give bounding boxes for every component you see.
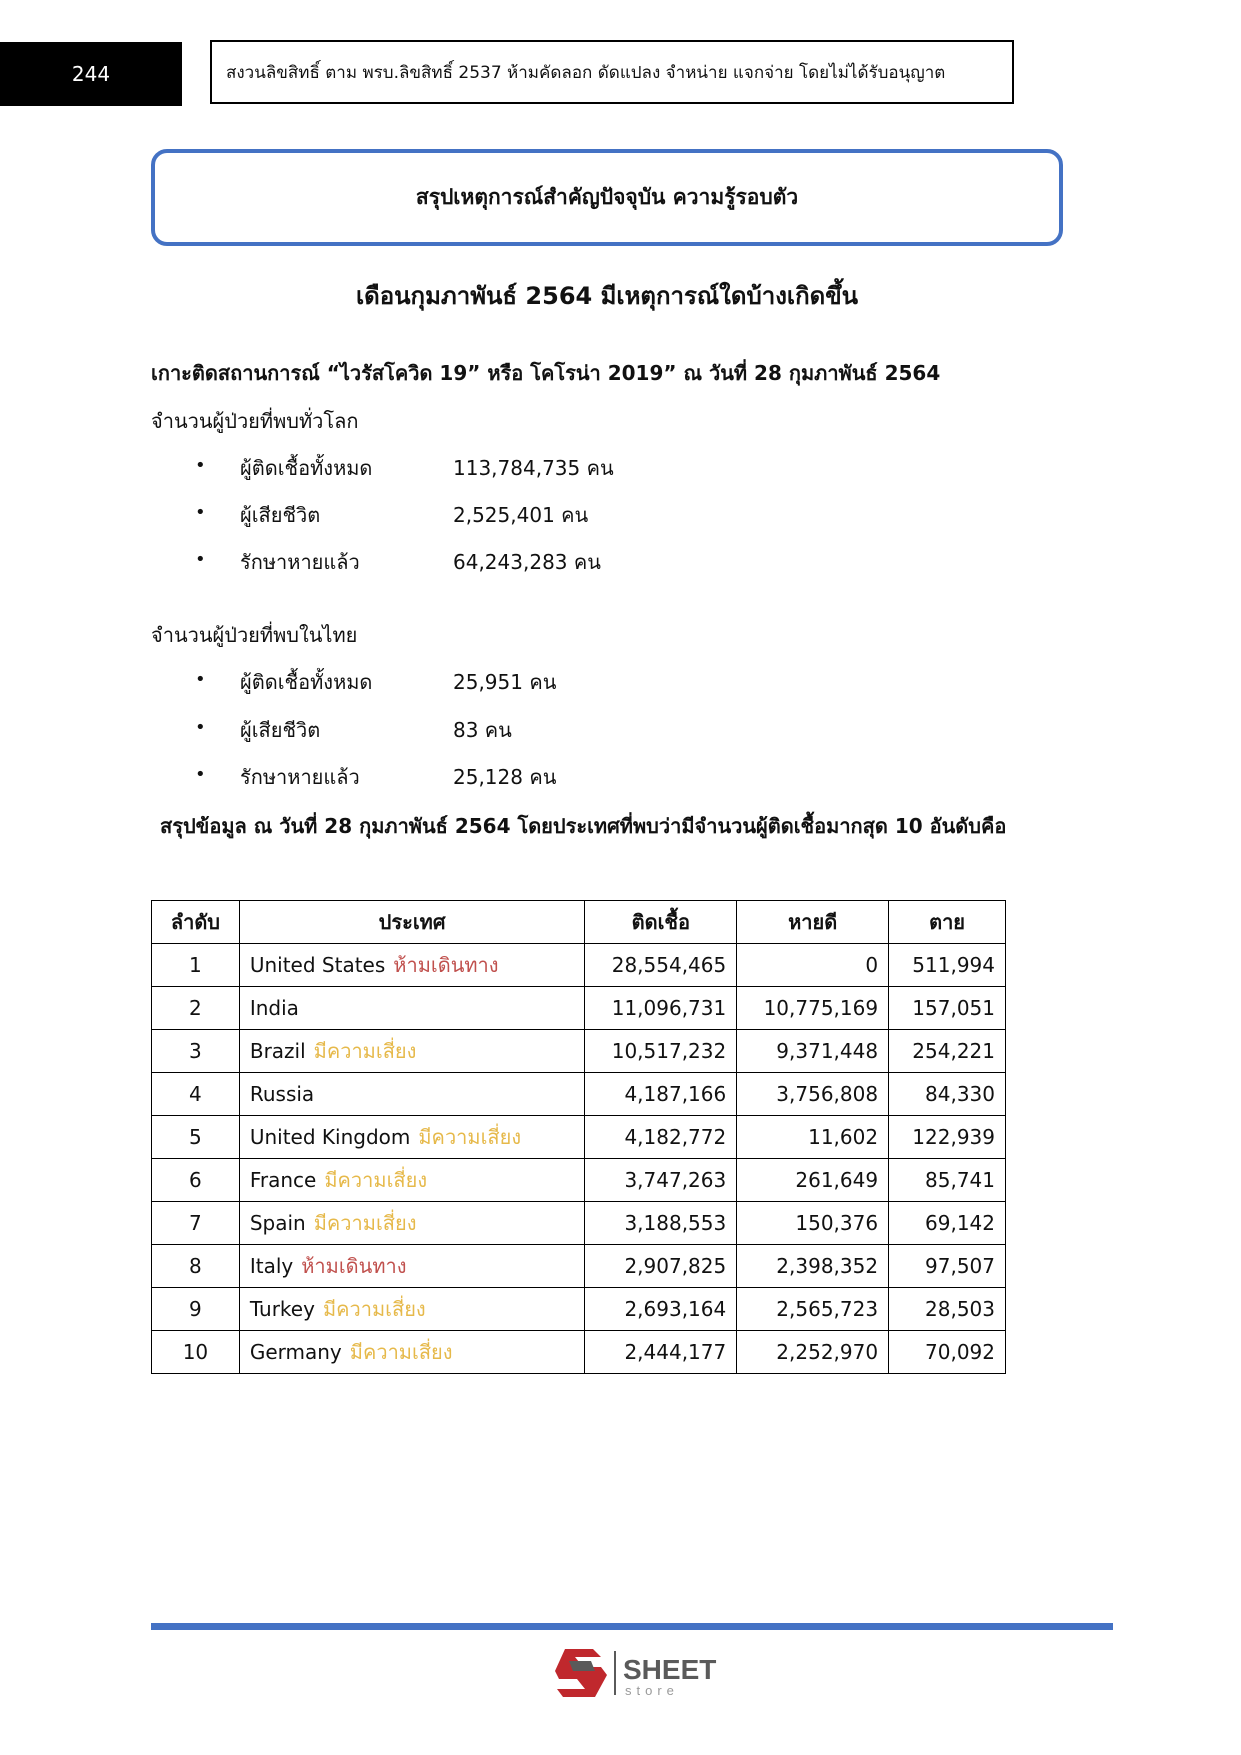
header-recovered: หายดี [737, 901, 889, 944]
country-cell [239, 1331, 585, 1374]
deaths-cell: 254,221 [889, 1030, 1006, 1073]
copyright-text: สงวนลิขสิทธิ์ ตาม พรบ.ลิขสิทธิ์ 2537 ห้ามคัดลอก ดัดแปลง จำหน่าย แจกจ่าย โดยไม่ได้รับอนุญาต [226, 62, 946, 83]
deaths-cell: 69,142 [889, 1202, 1006, 1245]
deaths-cell: 28,503 [889, 1288, 1006, 1331]
sheet-store-logo [555, 1645, 735, 1701]
country-name: Germany [249, 1340, 342, 1364]
stat-value: 25,951 คน [453, 670, 557, 694]
deaths-cell: 85,741 [889, 1159, 1006, 1202]
section-heading: เกาะติดสถานการณ์ “ไวรัสโควิด 19” หรือ โคโรน่า 2019” ณ วันที่ 28 กุมภาพันธ์ 2564 [151, 361, 941, 385]
table-row [152, 1331, 1006, 1374]
travel-ban-tag: ห้ามเดินทาง [301, 1254, 407, 1278]
country-name: Spain [249, 1211, 306, 1235]
header-infected: ติดเชื้อ [585, 901, 737, 944]
risk-tag: มีความเสี่ยง [324, 1168, 428, 1192]
deaths-cell: 84,330 [889, 1073, 1006, 1116]
logo-brand-text: SHEET [623, 1654, 717, 1685]
infected-cell: 2,907,825 [585, 1245, 737, 1288]
bullet-icon: • [195, 717, 206, 738]
country-name: India [249, 996, 299, 1020]
stat-value: 83 คน [453, 718, 512, 742]
table-row [152, 944, 1006, 987]
rank-cell: 1 [152, 944, 240, 987]
recovered-cell: 2,398,352 [737, 1245, 889, 1288]
recovered-cell: 2,565,723 [737, 1288, 889, 1331]
table-row [152, 987, 1006, 1030]
risk-tag: มีความเสี่ยง [313, 1211, 417, 1235]
recovered-cell: 10,775,169 [737, 987, 889, 1030]
table-row [152, 1245, 1006, 1288]
country-name: United Kingdom [249, 1125, 411, 1149]
table-row [152, 1202, 1006, 1245]
stat-value: 113,784,735 คน [453, 456, 614, 480]
infected-cell: 4,182,772 [585, 1116, 737, 1159]
title-text: สรุปเหตุการณ์สำคัญปัจจุบัน ความรู้รอบตัว [415, 185, 799, 209]
country-name: Brazil [249, 1039, 306, 1063]
rank-cell: 9 [152, 1288, 240, 1331]
table-row [152, 1116, 1006, 1159]
rank-cell: 7 [152, 1202, 240, 1245]
recovered-cell: 9,371,448 [737, 1030, 889, 1073]
infected-cell: 2,444,177 [585, 1331, 737, 1374]
world-label: จำนวนผู้ป่วยที่พบทั่วโลก [151, 409, 359, 433]
copyright-header [210, 40, 1014, 104]
infected-cell: 4,187,166 [585, 1073, 737, 1116]
recovered-cell: 261,649 [737, 1159, 889, 1202]
rank-cell: 2 [152, 987, 240, 1030]
infected-cell: 3,747,263 [585, 1159, 737, 1202]
rank-cell: 4 [152, 1073, 240, 1116]
stat-value: 25,128 คน [453, 765, 557, 789]
country-cell [239, 944, 585, 987]
header-deaths: ตาย [889, 901, 1006, 944]
infected-cell: 28,554,465 [585, 944, 737, 987]
country-cell [239, 1030, 585, 1073]
deaths-cell: 157,051 [889, 987, 1006, 1030]
infected-cell: 3,188,553 [585, 1202, 737, 1245]
rank-cell: 5 [152, 1116, 240, 1159]
logo-sub-text: store [625, 1683, 679, 1698]
country-name: France [249, 1168, 317, 1192]
recovered-cell: 3,756,808 [737, 1073, 889, 1116]
country-name: Italy [249, 1254, 294, 1278]
month-heading: เดือนกุมภาพันธ์ 2564 มีเหตุการณ์ใดบ้างเกิดขึ้น [355, 282, 859, 310]
stat-label: รักษาหายแล้ว [240, 765, 360, 789]
country-cell [239, 1116, 585, 1159]
country-cell [239, 1288, 585, 1331]
recovered-cell: 11,602 [737, 1116, 889, 1159]
deaths-cell: 97,507 [889, 1245, 1006, 1288]
recovered-cell: 2,252,970 [737, 1331, 889, 1374]
top10-table [151, 900, 1006, 1374]
stat-label: ผู้ติดเชื้อทั้งหมด [240, 670, 373, 694]
stat-value: 2,525,401 คน [453, 503, 589, 527]
country-name: Russia [249, 1082, 315, 1106]
risk-tag: มีความเสี่ยง [322, 1297, 426, 1321]
stat-value: 64,243,283 คน [453, 550, 601, 574]
country-cell [239, 987, 585, 1030]
country-cell [239, 1245, 585, 1288]
bullet-icon: • [195, 455, 206, 476]
deaths-cell: 122,939 [889, 1116, 1006, 1159]
header-rank: ลำดับ [152, 901, 240, 944]
stat-label: ผู้เสียชีวิต [240, 718, 321, 742]
summary-line: สรุปข้อมูล ณ วันที่ 28 กุมภาพันธ์ 2564 โดยประเทศที่พบว่ามีจำนวนผู้ติดเชื้อมากสุด 10 อันดับคือ [160, 814, 1007, 838]
bullet-icon: • [195, 764, 206, 785]
bullet-icon: • [195, 502, 206, 523]
table-row [152, 1159, 1006, 1202]
country-cell [239, 1073, 585, 1116]
deaths-cell: 70,092 [889, 1331, 1006, 1374]
rank-cell: 6 [152, 1159, 240, 1202]
stat-label: ผู้เสียชีวิต [240, 503, 321, 527]
country-name: Turkey [249, 1297, 315, 1321]
travel-ban-tag: ห้ามเดินทาง [393, 953, 499, 977]
infected-cell: 11,096,731 [585, 987, 737, 1030]
recovered-cell: 150,376 [737, 1202, 889, 1245]
country-name: United States [249, 953, 386, 977]
table-row [152, 1288, 1006, 1331]
country-cell [239, 1202, 585, 1245]
table-row [152, 1030, 1006, 1073]
country-cell [239, 1159, 585, 1202]
table-body [152, 944, 1006, 1374]
risk-tag: มีความเสี่ยง [349, 1340, 453, 1364]
risk-tag: มีความเสี่ยง [313, 1039, 417, 1063]
rank-cell: 10 [152, 1331, 240, 1374]
table-header-row [152, 901, 1006, 944]
thailand-label: จำนวนผู้ป่วยที่พบในไทย [151, 623, 358, 647]
deaths-cell: 511,994 [889, 944, 1006, 987]
bullet-icon: • [195, 549, 206, 570]
footer-line [151, 1623, 1113, 1630]
risk-tag: มีความเสี่ยง [418, 1125, 522, 1149]
stat-label: ผู้ติดเชื้อทั้งหมด [240, 456, 373, 480]
rank-cell: 8 [152, 1245, 240, 1288]
infected-cell: 10,517,232 [585, 1030, 737, 1073]
stat-label: รักษาหายแล้ว [240, 550, 360, 574]
sheet-logo-icon [555, 1649, 607, 1697]
page-number: 244 [0, 42, 182, 106]
header-country: ประเทศ [239, 901, 585, 944]
infected-cell: 2,693,164 [585, 1288, 737, 1331]
table-row [152, 1073, 1006, 1116]
recovered-cell: 0 [737, 944, 889, 987]
bullet-icon: • [195, 669, 206, 690]
rank-cell: 3 [152, 1030, 240, 1073]
title-box [151, 149, 1063, 246]
